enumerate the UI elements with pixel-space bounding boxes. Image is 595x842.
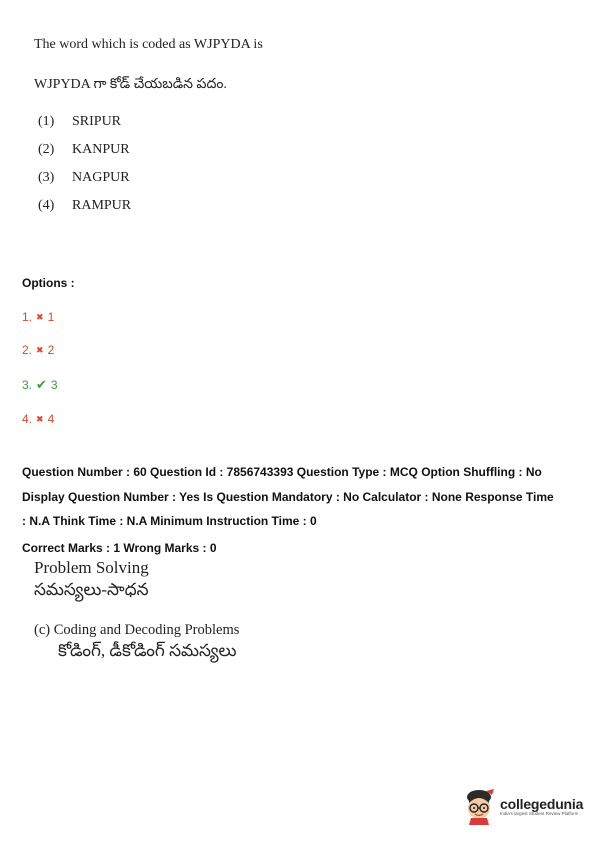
option-3 <box>22 377 58 393</box>
cross-icon: ✖ <box>36 413 44 424</box>
choice-3 <box>38 170 130 186</box>
question-text-english: The word which is coded as WJPYDA is <box>34 37 263 52</box>
choice-2 <box>38 142 130 158</box>
choice-number: (4) <box>38 198 55 213</box>
topic-title-english: Problem Solving <box>34 558 149 577</box>
subtopic-english: (c) Coding and Decoding Problems <box>34 622 240 638</box>
option-4 <box>22 412 54 426</box>
choice-text: NAGPUR <box>72 170 130 185</box>
mascot-icon <box>462 787 496 825</box>
question-text-telugu: WJPYDA గా కోడ్ చేయబడిన పదం. <box>34 77 227 92</box>
choice-number: (2) <box>38 142 55 157</box>
option-1 <box>22 310 54 324</box>
topic-title-telugu: సమస్యలు-సాధన <box>34 580 149 599</box>
metadata-line: : N.A Think Time : N.A Minimum Instruction Time : 0 <box>22 514 317 528</box>
choice-number: (3) <box>38 170 55 185</box>
option-value: 3 <box>50 378 58 392</box>
brand-text <box>500 796 583 816</box>
choice-1 <box>38 114 121 130</box>
option-value: 4 <box>47 412 55 426</box>
cross-icon: ✖ <box>36 311 44 322</box>
subtopic-telugu: కోడింగ్, డీకోడింగ్ సమస్యలు <box>58 641 237 660</box>
choice-number: (1) <box>38 114 55 129</box>
option-prefix: 1. <box>22 310 33 324</box>
metadata-line: Display Question Number : Yes Is Question Mandatory : No Calculator : None Response Time <box>22 489 554 504</box>
option-prefix: 3. <box>22 378 33 392</box>
option-prefix: 2. <box>22 343 33 357</box>
metadata-line: Correct Marks : 1 Wrong Marks : 0 <box>22 540 217 555</box>
metadata-line: Question Number : 60 Question Id : 7856743393 Question Type : MCQ Option Shuffling : No <box>22 465 542 479</box>
choice-text: KANPUR <box>72 142 130 157</box>
option-2 <box>22 343 54 357</box>
choice-text: RAMPUR <box>72 198 132 213</box>
choice-text: SRIPUR <box>72 114 122 129</box>
option-value: 1 <box>47 310 55 324</box>
brand-name: collegedunia <box>500 796 584 812</box>
check-icon: ✔ <box>36 377 47 392</box>
cross-icon: ✖ <box>36 344 44 355</box>
choice-4 <box>38 198 131 214</box>
options-heading: Options : <box>22 276 75 290</box>
brand-logo <box>462 787 583 825</box>
option-value: 2 <box>47 343 55 357</box>
brand-tagline: India's largest Student Review Platform <box>500 811 579 816</box>
option-prefix: 4. <box>22 412 33 426</box>
question-metadata <box>22 460 582 560</box>
